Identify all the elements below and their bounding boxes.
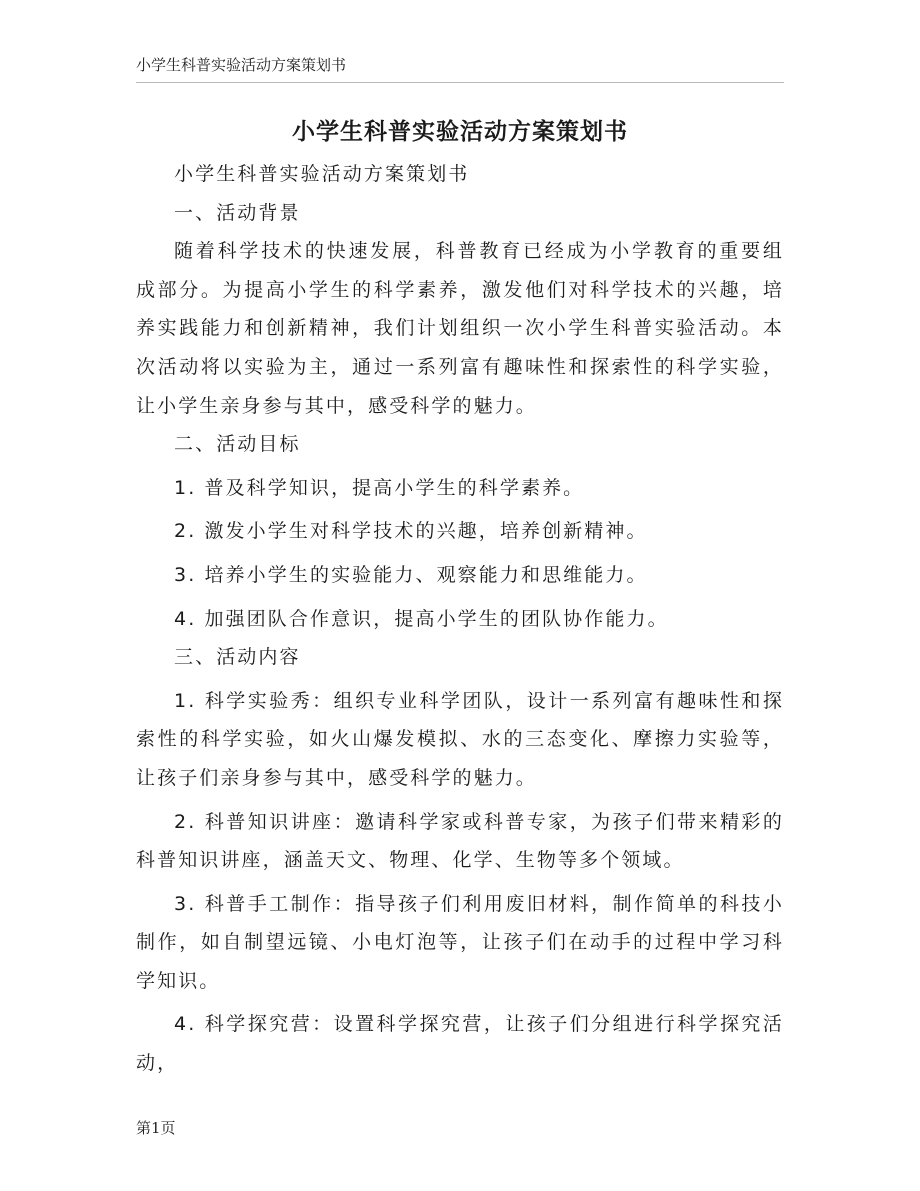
content-item: 1. 科学实验秀：组织专业科学团队，设计一系列富有趣味性和探索性的科学实验，如火山爆发模拟、水的三态变化、摩擦力实验等，让孩子们亲身参与其中，感受科学的魅力。 bbox=[136, 689, 784, 789]
section-heading-content: 三、活动内容 bbox=[174, 646, 301, 669]
running-header: 小学生科普实验活动方案策划书 bbox=[136, 56, 347, 74]
content-item: 2. 科普知识讲座：邀请科学家或科普专家，为孩子们带来精彩的科普知识讲座，涵盖天文、物理、化学、生物等多个领域。 bbox=[136, 810, 784, 872]
goal-item: 4. 加强团队合作意识，提高小学生的团队协作能力。 bbox=[174, 607, 669, 630]
page-number: 第1页 bbox=[136, 1119, 176, 1137]
section-heading-background: 一、活动背景 bbox=[174, 201, 301, 224]
header-divider bbox=[136, 82, 784, 83]
content-item: 4. 科学探究营：设置科学探究营，让孩子们分组进行科学探究活动， bbox=[136, 1013, 784, 1075]
subtitle-paragraph: 小学生科普实验活动方案策划书 bbox=[174, 163, 470, 185]
document-body bbox=[136, 155, 784, 1083]
goal-item: 2. 激发小学生对科学技术的兴趣，培养创新精神。 bbox=[174, 520, 648, 543]
background-paragraph: 随着科学技术的快速发展，科普教育已经成为小学教育的重要组成部分。为提高小学生的科学素养，激发他们对科学技术的兴趣，培养实践能力和创新精神，我们计划组织一次小学生科普实验活动。本次活动将以实验为主，通过一系列富有趣味性和探索性的科学实验，让小学生亲身参与其中，感受科学的魅力。 bbox=[136, 240, 784, 417]
document-title: 小学生科普实验活动方案策划书 bbox=[292, 119, 628, 145]
goal-item: 1. 普及科学知识，提高小学生的科学素养。 bbox=[174, 476, 585, 499]
section-heading-goals: 二、活动目标 bbox=[174, 433, 301, 456]
goal-item: 3. 培养小学生的实验能力、观察能力和思维能力。 bbox=[174, 563, 648, 586]
content-item: 3. 科普手工制作：指导孩子们利用废旧材料，制作简单的科技小制作，如自制望远镜、小电灯泡等，让孩子们在动手的过程中学习科学知识。 bbox=[136, 892, 784, 992]
